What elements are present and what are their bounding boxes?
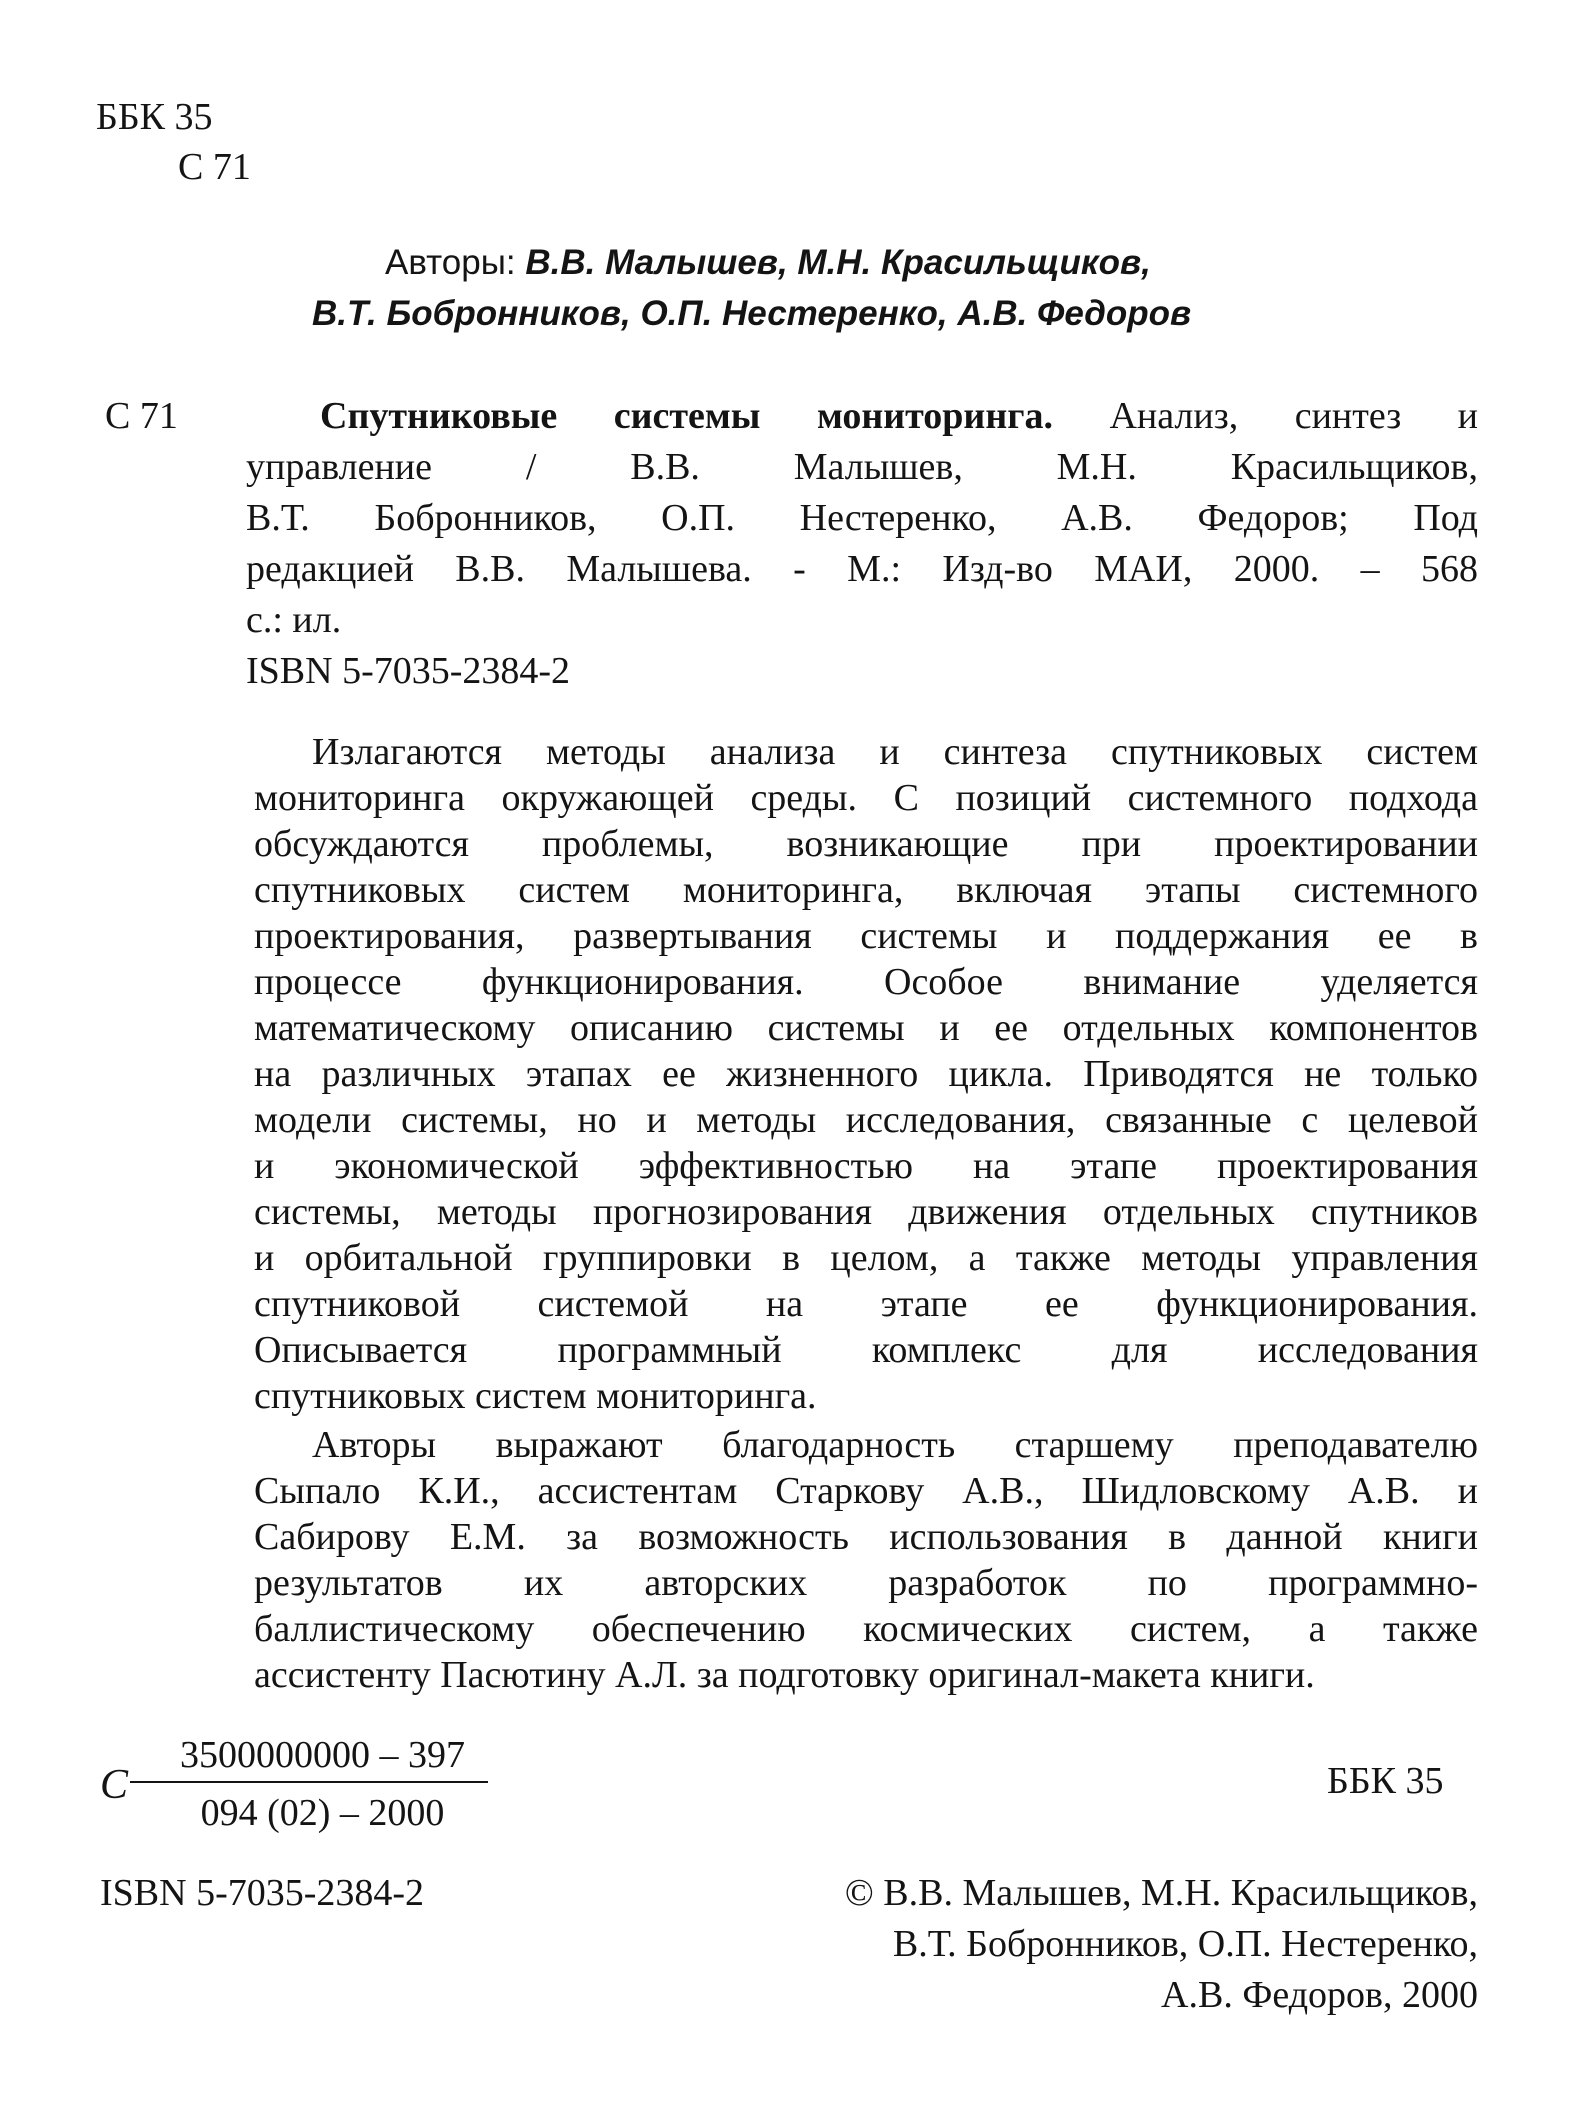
fraction-bar [130,1781,488,1783]
copyright-line-1: © В.В. Малышев, М.Н. Красильщиков, [844,1872,1478,1914]
authors-names-1: В.В. Малышев, М.Н. Красильщиков, [525,243,1151,282]
abstract-line: математическому описанию системы и ее отдельных компонентов [254,1007,1478,1049]
authors-label: Авторы: [385,243,516,282]
copyright-line-2: В.Т. Бобронников, О.П. Нестеренко, [892,1923,1478,1965]
abstract-line: Описывается программный комплекс для исследования [254,1329,1478,1371]
ack-line: Сыпало К.И., ассистентам Старкову А.В., Шидловскому А.В. и [254,1470,1478,1512]
entry-line: управление / В.В. Малышев, М.Н. Красильщиков, [246,446,1478,488]
abstract-line: процессе функционирования. Особое внимание уделяется [254,961,1478,1003]
formula-denominator: 094 (02) – 2000 [200,1792,445,1834]
entry-line: редакцией В.В. Малышева. - М.: Изд-во МАИ, 2000. – 568 [246,548,1478,590]
isbn-footer: ISBN 5-7035-2384-2 [100,1872,425,1914]
ack-line: Сабирову Е.М. за возможность использования в данной книги [254,1516,1478,1558]
formula-numerator: 3500000000 – 397 [180,1734,465,1776]
abstract-line-last: спутниковых систем мониторинга. [254,1375,817,1417]
bbk-index: ББК 35 [96,96,213,138]
ack-line-last: ассистенту Пасютину А.Л. за подготовку оригинал-макета книги. [254,1654,1315,1696]
abstract-line: и орбитальной группировки в целом, а также методы управления [254,1237,1478,1279]
ack-line: баллистическому обеспечению космических систем, а также [254,1608,1478,1650]
abstract-line: и экономической эффективностью на этапе проектирования [254,1145,1478,1187]
formula-letter: С [100,1762,129,1808]
authors-line-2: В.Т. Бобронников, О.П. Нестеренко, А.В. Федоров [312,294,1192,333]
authors-line-1 [385,243,1151,283]
author-mark: С 71 [178,146,251,188]
book-title: Спутниковые системы мониторинга. [320,395,1053,437]
abstract-line: мониторинга окружающей среды. С позиций системного подхода [254,777,1478,819]
entry-code: С 71 [105,395,178,437]
abstract-line: модели системы, но и методы исследования, связанные с целевой [254,1099,1478,1141]
abstract-line: обсуждаются проблемы, возникающие при проектировании [254,823,1478,865]
entry-line-last: с.: ил. [246,599,342,641]
abstract-line: системы, методы прогнозирования движения отдельных спутников [254,1191,1478,1233]
entry-isbn: ISBN 5-7035-2384-2 [246,650,571,692]
abstract-line: на различных этапах ее жизненного цикла. Приводятся не только [254,1053,1478,1095]
book-subtitle: Анализ, синтез и [1109,395,1479,437]
abstract-line: спутниковой системой на этапе ее функционирования. [254,1283,1478,1325]
ack-line: Авторы выражают благодарность старшему преподавателю [312,1424,1478,1466]
entry-line: В.Т. Бобронников, О.П. Нестеренко, А.В. Федоров; Под [246,497,1478,539]
abstract-line: проектирования, развертывания системы и поддержания ее в [254,915,1478,957]
abstract-line: Излагаются методы анализа и синтеза спутниковых систем [312,731,1478,773]
abstract-line: спутниковых систем мониторинга, включая этапы системного [254,869,1478,911]
ack-line: результатов их авторских разработок по программно- [254,1562,1478,1604]
copyright-line-3: А.В. Федоров, 2000 [1161,1974,1478,2016]
bbk-right: ББК 35 [1327,1760,1444,1802]
entry-title-line [320,393,1478,439]
